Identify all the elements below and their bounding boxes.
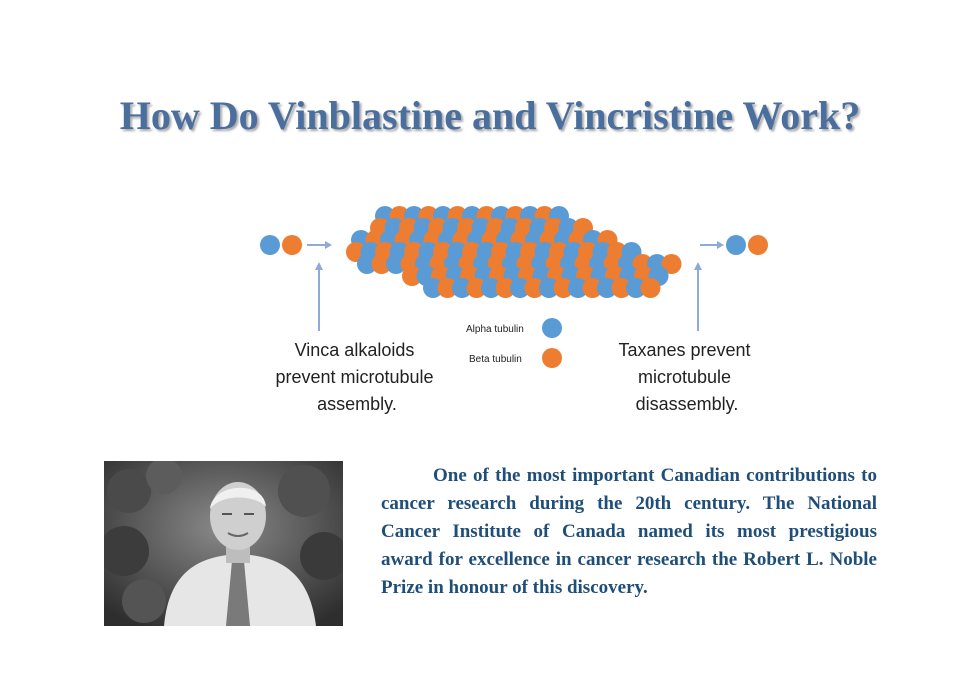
legend-beta-swatch bbox=[542, 348, 562, 368]
assembly-arrow-icon bbox=[307, 241, 332, 249]
vinca-label-line-1: Vinca alkaloids bbox=[294, 340, 415, 360]
disassembly-arrow-icon bbox=[700, 241, 724, 249]
free-beta-left bbox=[282, 235, 302, 255]
taxane-label bbox=[618, 340, 755, 414]
taxane-label-line-2: microtubule bbox=[637, 367, 732, 387]
slide-title: How Do Vinblastine and Vincristine Work? bbox=[119, 93, 861, 138]
free-alpha-left bbox=[260, 235, 280, 255]
microtubule-diagram bbox=[255, 196, 785, 441]
legend-beta-label: Beta tubulin bbox=[469, 354, 522, 365]
microtubule bbox=[346, 206, 682, 298]
vinca-arrow-icon bbox=[315, 262, 323, 331]
taxane-label-line-1: Taxanes prevent bbox=[618, 340, 751, 360]
portrait-photo-icon bbox=[104, 461, 343, 626]
taxane-arrow-icon bbox=[694, 262, 702, 331]
taxane-label-line-3: disassembly. bbox=[635, 394, 739, 414]
legend-alpha-label: Alpha tubulin bbox=[466, 324, 524, 335]
vinca-label-line-3: assembly. bbox=[317, 394, 397, 414]
free-beta-right bbox=[748, 235, 768, 255]
legend-alpha-swatch bbox=[542, 318, 562, 338]
portrait-photo bbox=[104, 461, 343, 626]
free-alpha-right bbox=[726, 235, 746, 255]
vinca-label bbox=[275, 340, 438, 414]
vinca-label-line-2: prevent microtubule bbox=[275, 367, 434, 387]
body-paragraph: One of the most important Canadian contributions to cancer research during the 20th century. The National Cancer Institute of Canada named its most prestigious award for excellence in cancer research the Robert L. Noble Prize in honour of this discovery. bbox=[381, 465, 877, 598]
beta-tubulin-subunit bbox=[641, 278, 661, 298]
